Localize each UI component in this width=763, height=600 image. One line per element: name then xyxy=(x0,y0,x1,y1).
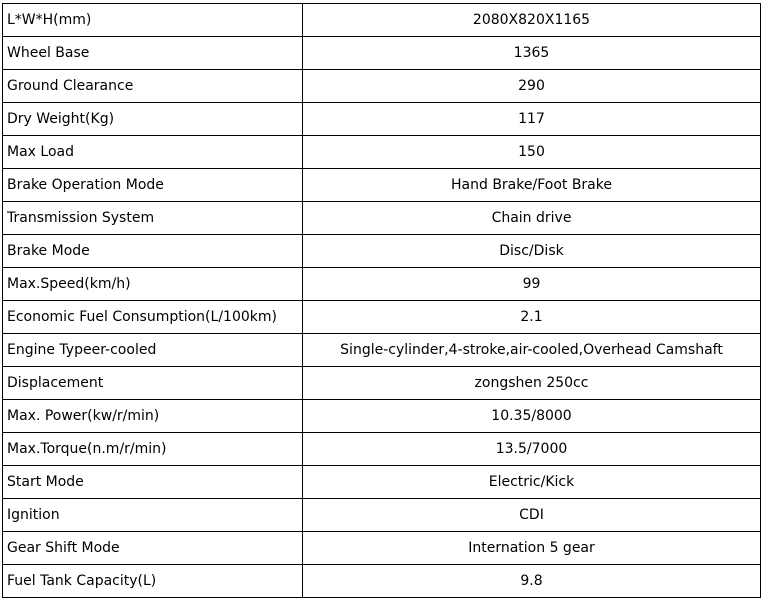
spec-table xyxy=(2,3,761,598)
table-row xyxy=(3,70,761,103)
table-row xyxy=(3,268,761,301)
spec-value: 2.1 xyxy=(303,301,761,334)
spec-value: 99 xyxy=(303,268,761,301)
spec-label: Brake Operation Mode xyxy=(3,169,303,202)
spec-label: Max.Speed(km/h) xyxy=(3,268,303,301)
table-row xyxy=(3,532,761,565)
spec-value: zongshen 250cc xyxy=(303,367,761,400)
spec-label: Engine Typeer-cooled xyxy=(3,334,303,367)
spec-value: 2080X820X1165 xyxy=(303,4,761,37)
table-row xyxy=(3,37,761,70)
spec-label: Max.Torque(n.m/r/min) xyxy=(3,433,303,466)
spec-label: Economic Fuel Consumption(L/100km) xyxy=(3,301,303,334)
spec-value: 1365 xyxy=(303,37,761,70)
spec-value: CDI xyxy=(303,499,761,532)
table-row xyxy=(3,301,761,334)
spec-value: 9.8 xyxy=(303,565,761,598)
spec-value: Hand Brake/Foot Brake xyxy=(303,169,761,202)
table-row xyxy=(3,169,761,202)
spec-value: Electric/Kick xyxy=(303,466,761,499)
table-row xyxy=(3,433,761,466)
table-row xyxy=(3,136,761,169)
spec-label: Ignition xyxy=(3,499,303,532)
spec-label: Gear Shift Mode xyxy=(3,532,303,565)
spec-value: 290 xyxy=(303,70,761,103)
table-row xyxy=(3,499,761,532)
spec-label: Wheel Base xyxy=(3,37,303,70)
spec-label: Dry Weight(Kg) xyxy=(3,103,303,136)
table-row xyxy=(3,565,761,598)
spec-label: Fuel Tank Capacity(L) xyxy=(3,565,303,598)
spec-label: Transmission System xyxy=(3,202,303,235)
table-row xyxy=(3,466,761,499)
spec-value: Disc/Disk xyxy=(303,235,761,268)
table-row xyxy=(3,202,761,235)
spec-value: 10.35/8000 xyxy=(303,400,761,433)
spec-label: Max. Power(kw/r/min) xyxy=(3,400,303,433)
spec-label: Displacement xyxy=(3,367,303,400)
spec-label: Max Load xyxy=(3,136,303,169)
spec-value: 13.5/7000 xyxy=(303,433,761,466)
table-row xyxy=(3,367,761,400)
spec-value: 117 xyxy=(303,103,761,136)
table-row xyxy=(3,235,761,268)
spec-label: Start Mode xyxy=(3,466,303,499)
spec-value: Chain drive xyxy=(303,202,761,235)
spec-value: Internation 5 gear xyxy=(303,532,761,565)
spec-label: Brake Mode xyxy=(3,235,303,268)
spec-label: L*W*H(mm) xyxy=(3,4,303,37)
spec-label: Ground Clearance xyxy=(3,70,303,103)
table-row xyxy=(3,334,761,367)
table-row xyxy=(3,400,761,433)
table-row xyxy=(3,103,761,136)
spec-value: Single-cylinder,4-stroke,air-cooled,Overhead Camshaft xyxy=(303,334,761,367)
table-row xyxy=(3,4,761,37)
spec-value: 150 xyxy=(303,136,761,169)
